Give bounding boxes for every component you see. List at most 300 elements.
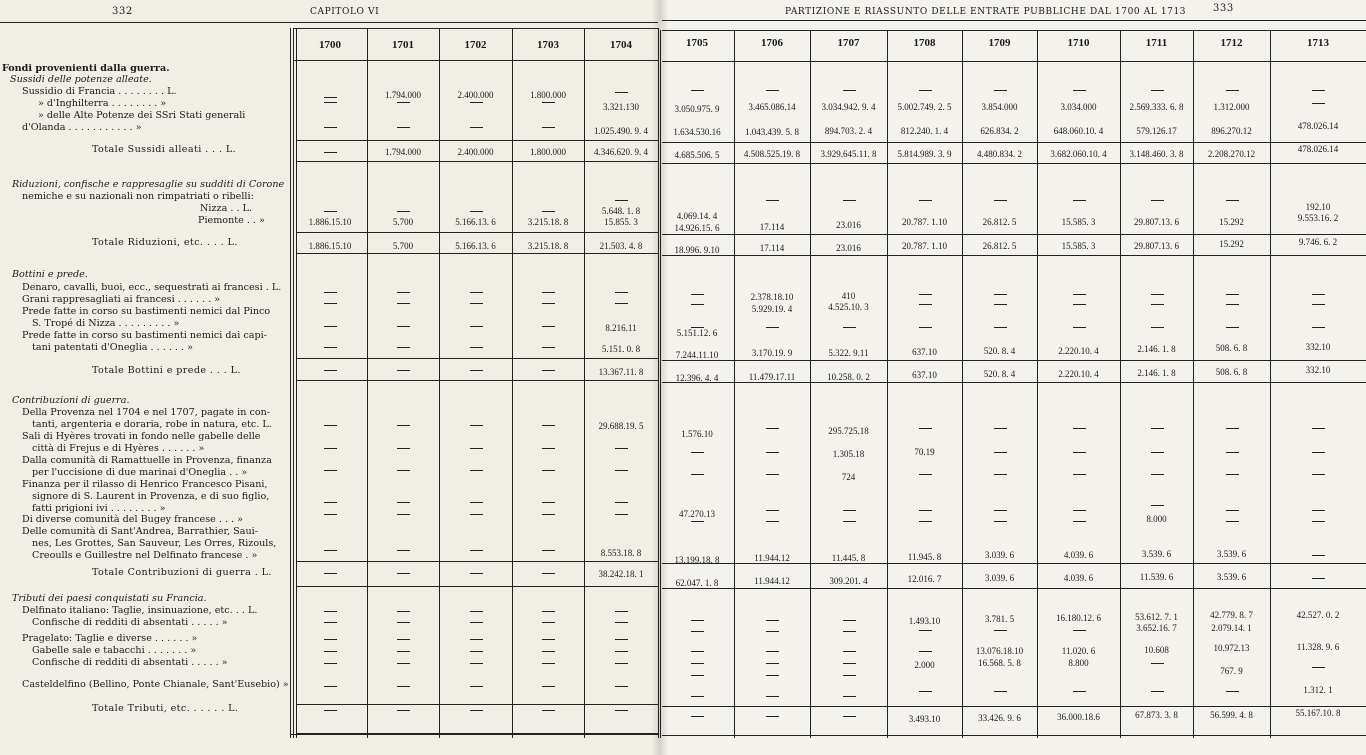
total-rule xyxy=(662,563,1366,564)
value-cell: 309.201. 4 xyxy=(829,576,868,586)
dash xyxy=(1151,474,1164,475)
value-cell: 520. 8. 4 xyxy=(983,346,1016,356)
dash xyxy=(919,327,932,328)
dash xyxy=(1226,327,1239,328)
dash xyxy=(843,631,856,632)
value-cell: 5.166.13. 6 xyxy=(455,217,496,227)
dash xyxy=(1226,294,1239,295)
total-rule xyxy=(662,234,1366,235)
value-cell: 67.873. 3. 8 xyxy=(1135,710,1178,720)
dash xyxy=(1073,200,1086,201)
value-cell: 3.215.18. 8 xyxy=(527,241,569,251)
dash xyxy=(542,710,555,711)
row-label: Gabelle sale e tabacchi . . . . . . . » xyxy=(32,645,197,656)
dash xyxy=(615,639,628,640)
dash xyxy=(1312,327,1325,328)
dash xyxy=(691,675,704,676)
dash xyxy=(397,573,410,574)
value-cell: 508. 6. 8 xyxy=(1215,343,1248,353)
dash xyxy=(766,90,779,91)
dash xyxy=(542,102,555,103)
row-label: Confische di redditi di absentati . . . . . » xyxy=(32,617,228,628)
dash xyxy=(470,102,483,103)
value-cell: 332.10 xyxy=(1305,365,1331,375)
dash xyxy=(542,470,555,471)
dash xyxy=(919,428,932,429)
total-rule xyxy=(662,382,1366,383)
row-label: Totale Riduzioni, etc. . . . L. xyxy=(92,237,238,248)
value-cell: 47.270.13 xyxy=(679,509,715,519)
left-page-title: CAPITOLO VI xyxy=(310,7,380,17)
dash xyxy=(470,651,483,652)
value-cell: 1.043.439. 5. 8 xyxy=(745,127,799,137)
dash xyxy=(470,326,483,327)
year-rule xyxy=(293,60,658,61)
dash xyxy=(397,502,410,503)
dash xyxy=(1312,428,1325,429)
dash xyxy=(766,327,779,328)
dash xyxy=(470,127,483,128)
dash xyxy=(542,502,555,503)
total-rule xyxy=(296,704,658,705)
dash xyxy=(542,326,555,327)
row-label: tanti, argenteria e doraria, robe in natura, etc. L. xyxy=(32,419,272,430)
dash xyxy=(397,326,410,327)
total-rule xyxy=(296,161,658,162)
dash xyxy=(766,521,779,522)
dash xyxy=(324,425,337,426)
dash xyxy=(542,425,555,426)
dash xyxy=(397,639,410,640)
year-header: 1707 xyxy=(837,37,860,49)
dash xyxy=(1312,90,1325,91)
dash xyxy=(1226,90,1239,91)
column-rule xyxy=(512,28,513,738)
dash xyxy=(542,303,555,304)
dash xyxy=(615,448,628,449)
row-label: Dalla comunità di Ramattuelle in Provenza, finanza xyxy=(22,455,272,466)
value-cell: 15.585. 3 xyxy=(1061,217,1096,227)
value-cell: 16.180.12. 6 xyxy=(1056,613,1101,623)
dash xyxy=(1151,505,1164,506)
dash xyxy=(324,470,337,471)
dash xyxy=(766,696,779,697)
dash xyxy=(1312,474,1325,475)
value-cell: 478.026.14 xyxy=(1297,144,1339,154)
value-cell: 38.242.18. 1 xyxy=(598,569,644,579)
dash xyxy=(470,573,483,574)
value-cell: 5.929.19. 4 xyxy=(751,304,793,314)
row-label: Della Provenza nel 1704 e nel 1707, pagate in con- xyxy=(22,407,271,418)
dash xyxy=(470,514,483,515)
dash xyxy=(766,716,779,717)
value-cell: 10.972.13 xyxy=(1213,643,1250,653)
dash xyxy=(1073,452,1086,453)
value-cell: 10.258. 0. 2 xyxy=(827,372,870,382)
dash xyxy=(542,573,555,574)
dash xyxy=(324,686,337,687)
dash xyxy=(470,211,483,212)
value-cell: 17.114 xyxy=(759,222,785,232)
dash xyxy=(919,691,932,692)
dash xyxy=(994,691,1007,692)
value-cell: 15.292 xyxy=(1219,217,1244,227)
dash xyxy=(397,686,410,687)
dash xyxy=(470,448,483,449)
dash xyxy=(1312,452,1325,453)
column-rule xyxy=(658,28,659,738)
value-cell: 11.445. 8 xyxy=(831,553,866,563)
dash xyxy=(397,663,410,664)
dash xyxy=(542,514,555,515)
value-cell: 3.652.16. 7 xyxy=(1136,623,1177,633)
year-header: 1710 xyxy=(1067,37,1090,49)
right-page-title: PARTIZIONE E RIASSUNTO DELLE ENTRATE PUBBLICHE DAL 1700 AL 1713 xyxy=(785,7,1187,17)
value-cell: 2.208.270.12 xyxy=(1207,149,1256,159)
dash xyxy=(1151,294,1164,295)
value-cell: 4.069.14. 4 xyxy=(676,211,718,221)
row-label: Totale Sussidi alleati . . . L. xyxy=(92,144,237,155)
dash xyxy=(766,200,779,201)
value-cell: 3.539. 6 xyxy=(1216,549,1247,559)
total-rule xyxy=(296,232,658,233)
dash xyxy=(1312,555,1325,556)
dash xyxy=(324,639,337,640)
dash xyxy=(919,304,932,305)
value-cell: 29.688.19. 5 xyxy=(598,421,644,431)
dash xyxy=(1073,474,1086,475)
dash xyxy=(397,611,410,612)
dash xyxy=(691,716,704,717)
value-cell: 11.328. 9. 6 xyxy=(1296,642,1340,652)
row-label: Casteldelfino (Bellino, Ponte Chianale, Sant'Eusebio) » xyxy=(22,679,289,690)
dash xyxy=(397,102,410,103)
dash xyxy=(1226,452,1239,453)
dash xyxy=(470,370,483,371)
dash xyxy=(615,514,628,515)
value-cell: 21.503. 4. 8 xyxy=(599,241,643,251)
dash xyxy=(691,294,704,295)
dash xyxy=(397,448,410,449)
value-cell: 192.10 xyxy=(1305,202,1331,212)
total-rule xyxy=(296,380,658,381)
value-cell: 508. 6. 8 xyxy=(1215,367,1248,377)
dash xyxy=(542,448,555,449)
row-label: Confische di redditi di absentati . . . . . » xyxy=(32,657,228,668)
row-label: Sali di Hyères trovati in fondo nelle gabelle delle xyxy=(22,431,261,442)
row-label: signore di S. Laurent in Provenza, e di suo figlio, xyxy=(32,491,270,502)
value-cell: 3.039. 6 xyxy=(984,573,1015,583)
total-rule xyxy=(662,255,1366,256)
row-label: nemiche e su nazionali non rimpatriati o ribelli: xyxy=(22,191,254,202)
dash xyxy=(994,294,1007,295)
value-cell: 5.151.12. 6 xyxy=(676,328,718,338)
dash xyxy=(994,304,1007,305)
dash xyxy=(615,470,628,471)
value-cell: 11.944.12 xyxy=(754,553,790,563)
value-cell: 1.800.000 xyxy=(530,147,566,157)
dash xyxy=(470,303,483,304)
value-cell: 15.585. 3 xyxy=(1061,241,1096,251)
dash xyxy=(542,622,555,623)
dash xyxy=(615,611,628,612)
column-rule xyxy=(296,28,297,738)
year-header: 1712 xyxy=(1220,37,1243,49)
value-cell: 767. 9 xyxy=(1220,666,1243,676)
dash xyxy=(542,292,555,293)
value-cell: 20.787. 1.10 xyxy=(902,217,947,227)
dash xyxy=(843,675,856,676)
header-rule xyxy=(662,20,1366,21)
value-cell: 1.025.490. 9. 4 xyxy=(594,126,648,136)
value-cell: 12.016. 7 xyxy=(907,574,942,584)
dash xyxy=(324,303,337,304)
value-cell: 4.508.525.19. 8 xyxy=(743,149,801,159)
dash xyxy=(397,211,410,212)
dash xyxy=(1151,304,1164,305)
dash xyxy=(766,675,779,676)
row-label: Creoulls e Guillestre nel Delfinato francese . » xyxy=(32,550,258,561)
value-cell: 4.525.10. 3 xyxy=(828,302,869,312)
dash xyxy=(542,550,555,551)
dash xyxy=(1226,521,1239,522)
dash xyxy=(1151,327,1164,328)
dash xyxy=(470,292,483,293)
dash xyxy=(470,622,483,623)
value-cell: 5.322. 9.11 xyxy=(828,348,869,358)
row-label: S. Tropé di Nizza . . . . . . . . . » xyxy=(32,318,180,329)
dash xyxy=(919,294,932,295)
value-cell: 10.608 xyxy=(1144,645,1169,655)
dash xyxy=(324,502,337,503)
row-label: Delfinato italiano: Taglie, insinuazione, etc. . . L. xyxy=(22,605,258,616)
value-cell: 5.002.749. 2. 5 xyxy=(897,102,952,112)
value-cell: 410 xyxy=(841,291,856,301)
dash xyxy=(324,292,337,293)
value-cell: 4.685.506. 5 xyxy=(674,150,720,160)
dash xyxy=(691,90,704,91)
total-rule xyxy=(662,360,1366,361)
year-header: 1703 xyxy=(537,39,559,51)
dash xyxy=(1073,428,1086,429)
value-cell: 11.479.17.11 xyxy=(748,372,796,382)
total-rule xyxy=(662,588,1366,589)
dash xyxy=(1073,90,1086,91)
dash xyxy=(615,622,628,623)
column-rule xyxy=(810,30,811,738)
dash xyxy=(542,347,555,348)
value-cell: 12.396. 4. 4 xyxy=(675,373,719,383)
row-label: Tributi dei paesi conquistati su Francia. xyxy=(12,593,207,604)
dash xyxy=(615,303,628,304)
row-label: Riduzioni, confische e rappresaglie su sudditi di Corone xyxy=(12,179,285,190)
dash xyxy=(470,710,483,711)
left-page-number: 332 xyxy=(112,6,133,17)
dash xyxy=(397,470,410,471)
dash xyxy=(843,510,856,511)
dash xyxy=(397,651,410,652)
value-cell: 295.725.18 xyxy=(828,426,869,436)
value-cell: 2.220.10. 4 xyxy=(1058,346,1099,356)
value-cell: 53.612. 7. 1 xyxy=(1135,612,1178,622)
dash xyxy=(324,152,337,153)
value-cell: 1.493.10 xyxy=(908,616,941,626)
value-cell: 8.000 xyxy=(1146,514,1167,524)
dash xyxy=(324,550,337,551)
value-cell: 9.553.16. 2 xyxy=(1297,213,1339,223)
value-cell: 2.400.000 xyxy=(457,90,494,100)
header-rule xyxy=(293,28,658,29)
value-cell: 3.539. 6 xyxy=(1216,572,1247,582)
dash xyxy=(919,630,932,631)
value-cell: 5.151. 0. 8 xyxy=(601,344,641,354)
value-cell: 4.039. 6 xyxy=(1063,573,1094,583)
dash xyxy=(615,710,628,711)
value-cell: 1.312. 1 xyxy=(1303,685,1333,695)
dash xyxy=(994,474,1007,475)
dash xyxy=(397,347,410,348)
dash xyxy=(919,474,932,475)
dash xyxy=(1073,327,1086,328)
value-cell: 2.146. 1. 8 xyxy=(1137,368,1176,378)
value-cell: 3.148.460. 3. 8 xyxy=(1129,149,1184,159)
value-cell: 11.944.12 xyxy=(754,576,790,586)
value-cell: 3.854.000 xyxy=(981,102,1018,112)
dash xyxy=(1226,510,1239,511)
value-cell: 5.814.989. 3. 9 xyxy=(897,149,952,159)
dash xyxy=(1073,304,1086,305)
year-header: 1700 xyxy=(319,39,341,51)
dash xyxy=(691,651,704,652)
value-cell: 29.807.13. 6 xyxy=(1134,217,1179,227)
dash xyxy=(843,90,856,91)
value-cell: 36.000.18.6 xyxy=(1057,712,1100,722)
column-rule xyxy=(439,28,440,738)
dash xyxy=(470,639,483,640)
dash xyxy=(1151,663,1164,664)
value-cell: 4.480.834. 2 xyxy=(977,149,1022,159)
value-cell: 3.170.19. 9 xyxy=(751,348,793,358)
dash xyxy=(843,663,856,664)
value-cell: 1.634.530.16 xyxy=(673,127,721,137)
dash xyxy=(1073,294,1086,295)
value-cell: 5.700 xyxy=(392,217,414,227)
year-header: 1711 xyxy=(1145,37,1168,49)
value-cell: 1.312.000 xyxy=(1213,102,1250,112)
value-cell: 42.527. 0. 2 xyxy=(1296,610,1340,620)
dash xyxy=(766,651,779,652)
row-label: Bottini e prede. xyxy=(12,269,88,280)
dash xyxy=(615,292,628,293)
dash xyxy=(919,90,932,91)
column-rule xyxy=(367,28,368,738)
value-cell: 1.576.10 xyxy=(681,429,713,439)
value-cell: 812.240. 1. 4 xyxy=(900,126,949,136)
dash xyxy=(1226,200,1239,201)
dash xyxy=(542,651,555,652)
dash xyxy=(843,200,856,201)
dash xyxy=(919,510,932,511)
dash xyxy=(324,127,337,128)
dash xyxy=(766,663,779,664)
year-header: 1706 xyxy=(761,37,783,49)
dash xyxy=(1312,103,1325,104)
dash xyxy=(691,327,704,328)
dash xyxy=(324,573,337,574)
value-cell: 13.199.18. 8 xyxy=(674,555,720,565)
column-rule xyxy=(293,28,294,738)
dash xyxy=(843,521,856,522)
row-label: Totale Contribuzioni di guerra . L. xyxy=(92,567,272,578)
value-cell: 520. 8. 4 xyxy=(983,369,1016,379)
value-cell: 15.855. 3 xyxy=(604,217,638,227)
value-cell: 16.568. 5. 8 xyxy=(978,658,1021,668)
value-cell: 2.000 xyxy=(914,660,935,670)
value-cell: 3.929.645.11. 8 xyxy=(820,149,877,159)
dash xyxy=(397,425,410,426)
total-rule xyxy=(662,163,1366,164)
value-cell: 1.794.000 xyxy=(385,147,421,157)
dash xyxy=(766,631,779,632)
year-header: 1708 xyxy=(913,37,936,49)
dash xyxy=(615,651,628,652)
dash xyxy=(691,631,704,632)
value-cell: 42.779. 8. 7 xyxy=(1210,610,1253,620)
row-label: nes, Les Grottes, San Sauveur, Les Orres, Rizouls, xyxy=(32,538,277,549)
value-cell: 2.569.333. 6. 8 xyxy=(1129,102,1184,112)
dash xyxy=(542,370,555,371)
value-cell: 1.800.000 xyxy=(530,90,566,100)
value-cell: 5.166.13. 6 xyxy=(455,241,496,251)
column-rule xyxy=(1270,30,1271,738)
bottom-rule xyxy=(290,734,658,735)
value-cell: 3.034.000 xyxy=(1060,102,1097,112)
value-cell: 3.215.18. 8 xyxy=(527,217,569,227)
year-header: 1701 xyxy=(392,39,414,51)
dash xyxy=(470,663,483,664)
dash xyxy=(691,620,704,621)
dash xyxy=(1312,294,1325,295)
dash xyxy=(994,90,1007,91)
dash xyxy=(1151,200,1164,201)
value-cell: 4.346.620. 9. 4 xyxy=(594,147,648,157)
dash xyxy=(542,211,555,212)
dash xyxy=(1312,667,1325,668)
dash xyxy=(919,521,932,522)
dash xyxy=(324,102,337,103)
value-cell: 15.292 xyxy=(1219,239,1244,249)
row-label: Contribuzioni di guerra. xyxy=(12,395,130,406)
row-label: Grani rappresagliati ai francesi . . . . . . » xyxy=(22,294,221,305)
value-cell: 8.800 xyxy=(1068,658,1089,668)
dash xyxy=(766,474,779,475)
value-cell: 3.050.975. 9 xyxy=(674,104,720,114)
value-cell: 55.167.10. 8 xyxy=(1295,708,1341,718)
dash xyxy=(397,303,410,304)
dash xyxy=(615,502,628,503)
dash xyxy=(470,425,483,426)
total-rule xyxy=(296,358,658,359)
dash xyxy=(1226,304,1239,305)
value-cell: 62.047. 1. 8 xyxy=(675,578,719,588)
year-header: 1702 xyxy=(464,39,487,51)
value-cell: 29.807.13. 6 xyxy=(1134,241,1179,251)
row-label: Fondi provenienti dalla guerra. xyxy=(2,63,170,74)
value-cell: 579.126.17 xyxy=(1136,126,1177,136)
dash xyxy=(542,686,555,687)
value-cell: 3.465.086.14 xyxy=(748,102,796,112)
dash xyxy=(470,550,483,551)
